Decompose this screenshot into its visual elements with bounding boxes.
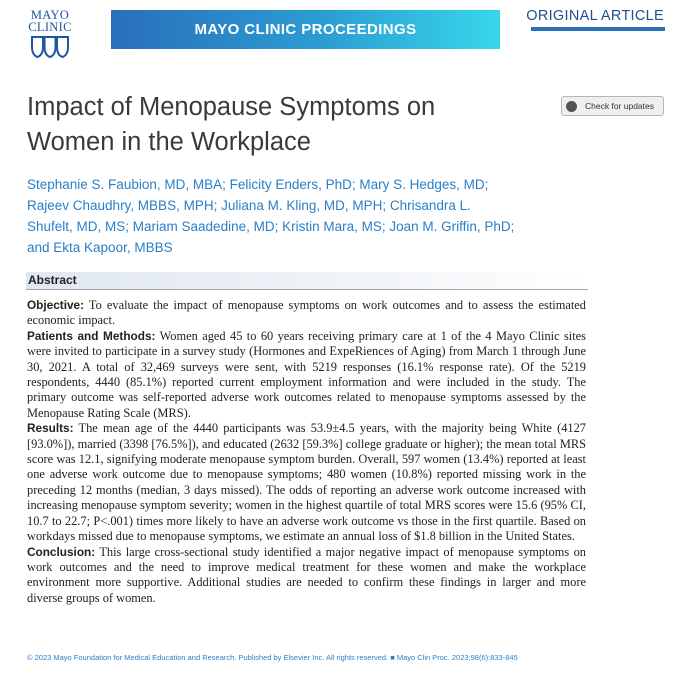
section-label-underline — [531, 27, 665, 31]
results-text: The mean age of the 4440 participants was 53.9±4.5 years, with the majority being White (4127 [93.0%]), married (3398 [76.5%]), and educated (2632 [59.3%] college graduate or higher); the mean total MRS score was 12.1, signifying moderate menopause symptom burden. Overall, 597 women (13.4%) reported at least one adverse work outcome due to menopause symptoms; 480 women (10.8%) reported missing work in the preceding 12 months (median, 3 days missed). The odds of reporting an adverse work outcome increased with increasing menopause symptom severity; women in the highest quartile of total MRS scores were 15.6 (95% CI, 10.7 to 22.7; P<.001) times more likely to have an adverse work outcome vs those in the first quartile. Based on workdays missed due to menopause symptoms, we estimate an annual loss of $1.8 billion in the United States. — [27, 421, 586, 544]
abstract-results — [27, 421, 586, 544]
methods-label: Patients and Methods: — [27, 328, 156, 343]
conclusion-text: This large cross-sectional study identified a major negative impact of menopause symptoms on work outcomes and the need to improve medical treatment for these women and make the workplace environment more supportive. Additional studies are needed to confirm these findings in larger and more diverse groups of women. — [27, 544, 586, 605]
section-label: ORIGINAL ARTICLE — [526, 8, 664, 24]
objective-text: To evaluate the impact of menopause symptoms on work outcomes and to assess the estimated economic impact. — [27, 298, 586, 328]
abstract-conclusion — [27, 545, 586, 607]
journal-banner: MAYO CLINIC PROCEEDINGS — [111, 10, 500, 49]
methods-text: Women aged 45 to 60 years receiving primary care at 1 of the 4 Mayo Clinic sites were invited to participate in a survey study (Hormones and ExpeRiences of Aging) from March 1 through June 30, 2021. A total of 32,469 surveys were sent, with 5219 responses (16.1% response rate). Of the 5219 respondents, 4440 (85.1%) reported current employment information and were included in the study. The primary outcome was self-reported adverse work outcomes related to menopause symptoms assessed by the Menopause Rating Scale (MRS). — [27, 328, 587, 420]
copyright-footer: © 2023 Mayo Foundation for Medical Education and Research. Published by Elsevier Inc. All rights reserved. ■ Mayo Clin Proc. 2023;98(6):833-845 — [27, 653, 518, 662]
logo-word-2: CLINIC — [28, 20, 72, 34]
objective-label: Objective: — [27, 298, 85, 312]
author-list[interactable]: Stephanie S. Faubion, MD, MBA; Felicity Enders, PhD; Mary S. Hedges, MD; Rajeev Chaudhry, MBBS, MPH; Juliana M. Kling, MD, MPH; Chrisandra L. Shufelt, MD, MS; Mariam Saadedine, MD; Kristin Mara, MS; Joan M. Griffin, PhD; and Ekta Kapoor, MBBS — [27, 177, 515, 255]
logo-word-1: MAYO — [30, 8, 70, 22]
abstract-objective — [27, 298, 586, 329]
shield-icon — [30, 35, 70, 59]
mayo-clinic-logo — [22, 9, 78, 59]
check-for-updates-button[interactable] — [561, 96, 664, 116]
abstract-body — [27, 298, 586, 606]
article-title: Impact of Menopause Symptoms on Women in the Workplace — [27, 93, 436, 156]
results-label: Results: — [27, 421, 74, 436]
check-for-updates-label: Check for updates — [585, 101, 654, 111]
refresh-icon — [566, 101, 577, 112]
abstract-heading: Abstract — [26, 272, 588, 290]
conclusion-label: Conclusion: — [27, 544, 96, 559]
abstract-methods — [27, 329, 586, 421]
